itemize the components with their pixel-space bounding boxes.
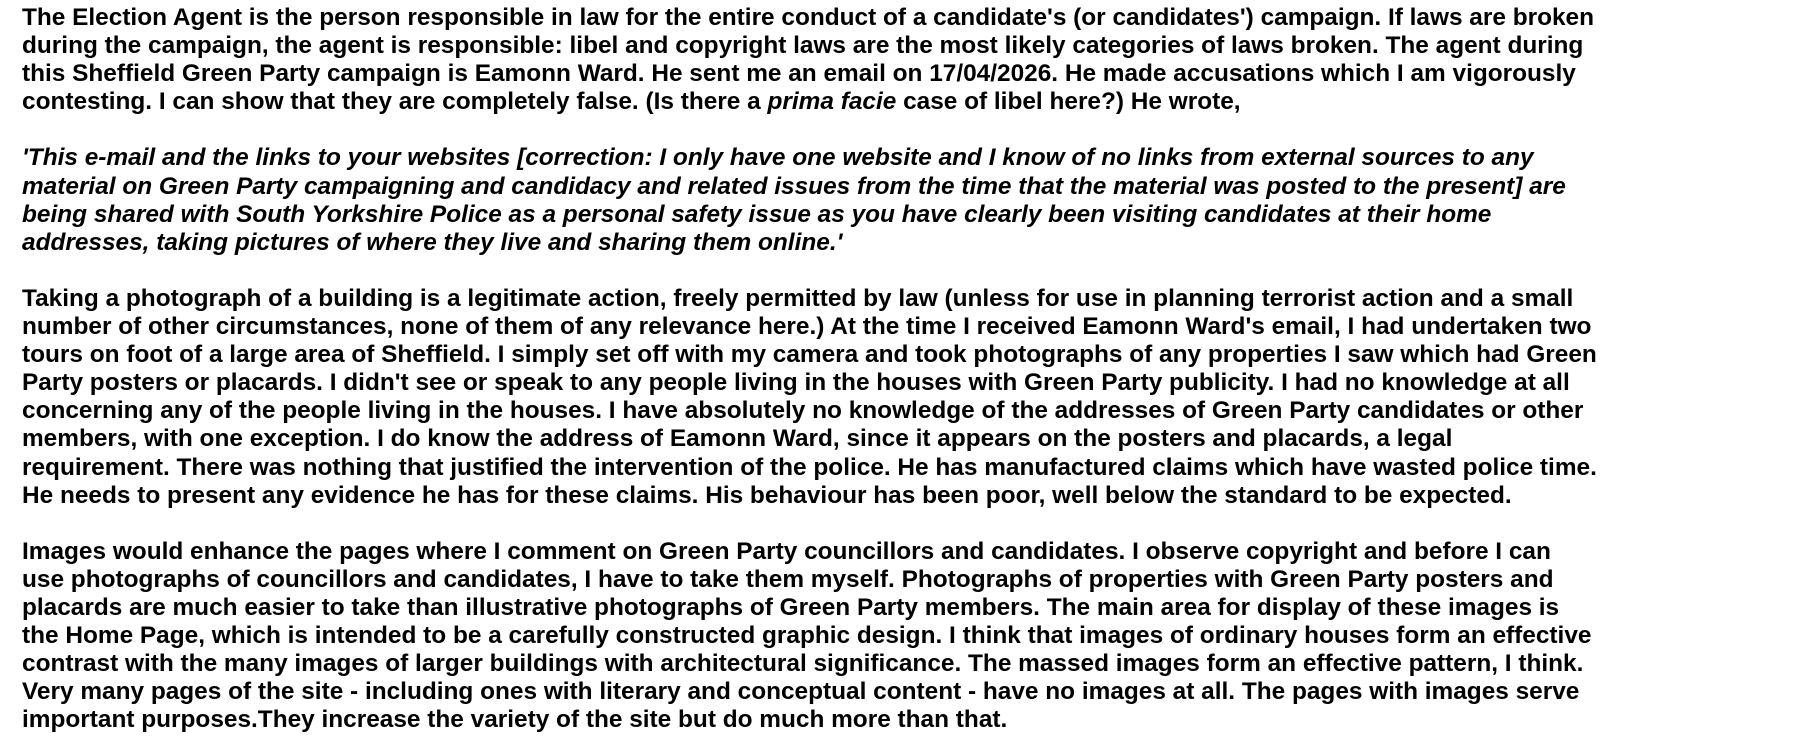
text-line: this Sheffield Green Party campaign is Eamonn Ward. He sent me an email on 17/04/2026. He made accusations which I am vigorously xyxy=(22,60,1576,88)
text-segment: case of libel here?) He wrote, xyxy=(896,88,1241,116)
paragraph-election-agent xyxy=(22,4,1792,116)
text-line: placards are much easier to take than illustrative photographs of Green Party members. The main area for display of these images is xyxy=(22,593,1560,621)
text-line: members, with one exception. I do know the address of Eamonn Ward, since it appears on the posters and placards, a legal xyxy=(22,425,1453,453)
text-line: contrast with the many images of larger buildings with architectural significance. The massed images form an effective pattern, I think. xyxy=(22,650,1584,678)
quote-line: 'This e-mail and the links to your websites [correction: I only have one website and I know of no links from external sources to any xyxy=(22,144,1534,172)
text-line: He needs to present any evidence he has for these claims. His behaviour has been poor, well below the standard to be expected. xyxy=(22,481,1512,509)
text-line: important purposes.They increase the variety of the site but do much more than that. xyxy=(22,706,1008,734)
text-line: the Home Page, which is intended to be a carefully constructed graphic design. I think that images of ordinary houses form an effective xyxy=(22,622,1592,650)
text-line: number of other circumstances, none of them of any relevance here.) At the time I received Eamonn Ward's email, I had undertaken two xyxy=(22,313,1592,341)
text-line: during the campaign, the agent is responsible: libel and copyright laws are the most likely categories of laws broken. The agent during xyxy=(22,32,1584,60)
document-body xyxy=(22,4,1792,734)
paragraph-photography-legitimate xyxy=(22,285,1792,510)
text-line: use photographs of councillors and candidates, I have to take them myself. Photographs of properties with Green Party posters and xyxy=(22,565,1554,593)
text-line: tours on foot of a large area of Sheffield. I simply set off with my camera and took photographs of any properties I saw which had Green xyxy=(22,341,1597,369)
quote-line: being shared with South Yorkshire Police as a personal safety issue as you have clearly been visiting candidates at their home xyxy=(22,200,1492,228)
paragraph-images-purpose xyxy=(22,538,1792,735)
paragraph-quoted-email xyxy=(22,144,1792,256)
text-line-with-emphasis xyxy=(22,88,1792,116)
text-segment: contesting. I can show that they are completely false. (Is there a xyxy=(22,88,768,116)
text-line: Party posters or placards. I didn't see or speak to any people living in the houses with Green Party publicity. I had no knowledge at all xyxy=(22,369,1570,397)
text-line: Taking a photograph of a building is a legitimate action, freely permitted by law (unless for use in planning terrorist action and a small xyxy=(22,284,1574,312)
emphasis-prima-facie: prima facie xyxy=(767,88,897,116)
text-line: The Election Agent is the person responsible in law for the entire conduct of a candidate's (or candidates') campaign. If laws are broken xyxy=(22,4,1595,31)
text-line: Very many pages of the site - including ones with literary and conceptual content - have no images at all. The pages with images serve xyxy=(22,678,1580,706)
quote-line: material on Green Party campaigning and candidacy and related issues from the time that the material was posted to the present] are xyxy=(22,172,1566,200)
text-line: concerning any of the people living in the houses. I have absolutely no knowledge of the addresses of Green Party candidates or other xyxy=(22,397,1584,425)
quote-line: addresses, taking pictures of where they live and sharing them online.' xyxy=(22,228,843,256)
text-line: requirement. There was nothing that justified the intervention of the police. He has manufactured claims which have wasted police time. xyxy=(22,453,1597,481)
text-line: Images would enhance the pages where I comment on Green Party councillors and candidates. I observe copyright and before I can xyxy=(22,537,1551,565)
